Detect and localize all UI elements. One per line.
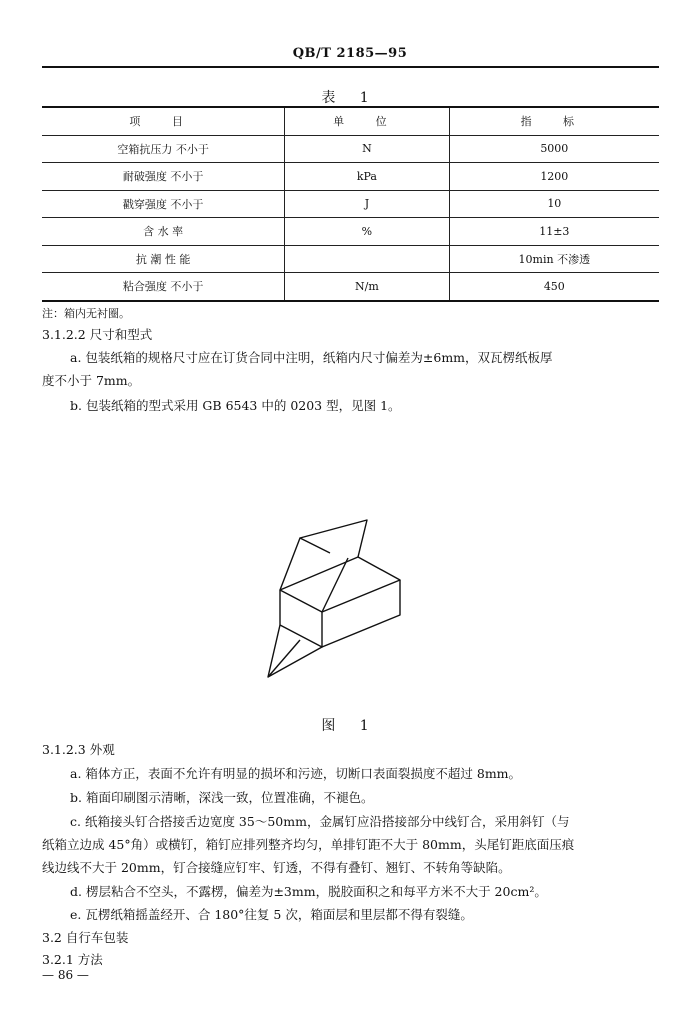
paragraph-b: b. 包装纸箱的型式采用 GB 6543 中的 0203 型，见图 1。 <box>70 398 401 413</box>
paragraph-a-line2: 度不小于 7mm。 <box>42 373 141 388</box>
row-unit <box>285 245 449 273</box>
column-header-unit: 单 位 <box>285 107 449 135</box>
row-item: 空箱抗压力 不小于 <box>42 135 285 163</box>
paragraph-a: a. 箱体方正，表面不允许有明显的损坏和污迹，切断口表面裂损度不超过 8mm。 <box>70 766 522 781</box>
row-value: 1200 <box>449 163 659 191</box>
table-caption: 表 1 <box>321 90 379 106</box>
row-item: 抗 潮 性 能 <box>42 245 285 273</box>
paragraph-c-line2: 纸箱立边成 45°角）或横钉，箱钉应排列整齐均匀，单排钉距不大于 80mm，头尾钉距底面压痕 <box>42 837 575 852</box>
row-unit: N/m <box>285 273 449 301</box>
row-value: 450 <box>449 273 659 301</box>
column-header-item: 项 目 <box>42 107 285 135</box>
paragraph-e: e. 瓦楞纸箱摇盖经开、合 180°往复 5 次，箱面层和里层都不得有裂缝。 <box>70 907 473 922</box>
row-item: 粘合强度 不小于 <box>42 273 285 301</box>
header-rule <box>42 66 659 68</box>
row-unit: kPa <box>285 163 449 191</box>
paragraph-c-line1: c. 纸箱接头钉合搭接舌边宽度 35～50mm，金属钉应沿搭接部分中线钉合，采用斜钉（与 <box>70 814 570 829</box>
paragraph-b: b. 箱面印刷图示清晰，深浅一致，位置准确，不褪色。 <box>70 790 374 805</box>
table-row <box>42 135 659 163</box>
row-value: 10min 不渗透 <box>449 245 659 273</box>
paragraph-a-line1: a. 包装纸箱的规格尺寸应在订货合同中注明，纸箱内尺寸偏差为±6mm，双瓦楞纸板厚 <box>70 350 553 365</box>
row-item: 耐破强度 不小于 <box>42 163 285 191</box>
row-unit: N <box>285 135 449 163</box>
table-row <box>42 245 659 273</box>
spec-table <box>42 106 659 302</box>
section-heading-3-1-2-3: 3.1.2.3 外观 <box>42 742 115 757</box>
standard-number-header: QB/T 2185—95 <box>292 46 408 61</box>
table-row <box>42 218 659 246</box>
page-number: — 86 — <box>42 968 89 982</box>
paragraph-d: d. 楞层粘合不空头，不露楞，偏差为±3mm，脱胶面积之和每平方米不大于 20cm²。 <box>70 884 547 899</box>
paragraph-c-line3: 线边线不大于 20mm，钉合接缝应钉牢、钉透，不得有叠钉、翘钉、不转角等缺陷。 <box>42 860 511 875</box>
table-note: 注：箱内无衬圈。 <box>42 307 130 320</box>
table-header-row <box>42 107 659 135</box>
table-row <box>42 190 659 218</box>
row-unit: J <box>285 190 449 218</box>
row-item: 戳穿强度 不小于 <box>42 190 285 218</box>
box-0203-figure <box>262 512 412 682</box>
row-item: 含 水 率 <box>42 218 285 246</box>
table-row <box>42 273 659 301</box>
column-header-value: 指 标 <box>449 107 659 135</box>
row-value: 10 <box>449 190 659 218</box>
section-heading-3-2: 3.2 自行车包装 <box>42 930 129 945</box>
section-heading-3-2-1: 3.2.1 方法 <box>42 952 103 967</box>
section-heading-3-1-2-2: 3.1.2.2 尺寸和型式 <box>42 327 153 342</box>
table-row <box>42 163 659 191</box>
figure-caption: 图 1 <box>321 718 379 734</box>
row-value: 11±3 <box>449 218 659 246</box>
row-unit: % <box>285 218 449 246</box>
row-value: 5000 <box>449 135 659 163</box>
